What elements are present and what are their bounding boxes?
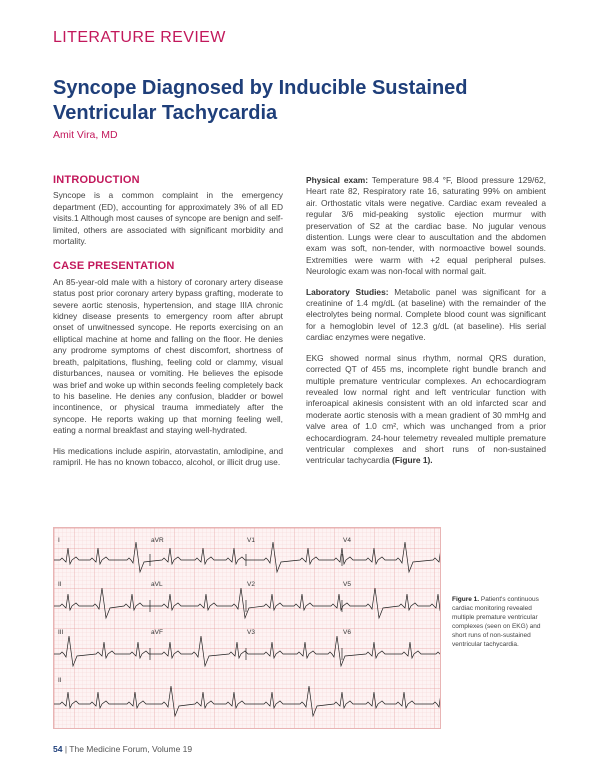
lab-studies-text: Metabolic panel was significant for a creatinine of 1.4 mg/dL (at baseline) with the remainder of the electrolytes being normal. Complete blood count was significant for a hemoglobin level of 12.3 g/dL (at baseline). His serial cardiac enzymes were negative. — [306, 286, 546, 343]
lead-label: aVR — [151, 537, 164, 544]
page-footer — [53, 744, 192, 754]
figure-caption-text: Patient's continuous cardiac monitoring revealed multiple premature ventricular complexes (seen on EKG) and short runs of non-sustained ventricular tachycardia. — [452, 596, 541, 648]
physical-exam-paragraph — [306, 175, 546, 278]
lead-label: V2 — [247, 581, 255, 588]
case-presentation-heading: CASE PRESENTATION — [53, 260, 175, 273]
lead-label: II — [58, 677, 62, 684]
lab-studies-label: Laboratory Studies: — [306, 286, 389, 297]
introduction-paragraph: Syncope is a common complaint in the emergency department (ED), accounting for approximately 3% of all ED visits.1 Although most causes of syncope are benign and self-limited, others are associated with significant morbidity and mortality. — [53, 190, 283, 247]
ekg-paragraph — [306, 353, 546, 467]
ekg-text: EKG showed normal sinus rhythm, normal QRS duration, corrected QT of 455 ms, incomplete right bundle branch and multiple premature ventricular complexes. An echocardiogram revealed low normal right and left ventricular function with inferoapical akinesis consistent with an old infarcted scar and moderate aortic stenosis with a mean gradient of 30 mmHg and valve area of 1.0 cm², which was unchanged from a prior echocardiogram. 24-hour telemetry revealed multiple premature ventricular complexes and short runs of non-sustained ventricular tachycardia — [306, 352, 546, 466]
lead-label: V1 — [247, 537, 255, 544]
page-number: 54 — [53, 744, 63, 754]
ecg-figure — [53, 527, 441, 729]
lead-label: V4 — [343, 537, 351, 544]
lead-label: V5 — [343, 581, 351, 588]
lead-label: I — [58, 537, 60, 544]
right-column — [306, 175, 546, 476]
footer-separator: | — [64, 744, 68, 754]
ecg-grid — [54, 528, 440, 728]
lead-label: V3 — [247, 629, 255, 636]
figure-caption — [452, 595, 552, 649]
lead-label: V6 — [343, 629, 351, 636]
physical-exam-label: Physical exam: — [306, 175, 369, 185]
left-column — [53, 175, 283, 477]
author-name: Amit Vira, MD — [53, 129, 118, 141]
case-paragraph-2: His medications include aspirin, atorvastatin, amlodipine, and ramipril. He has no known tobacco, alcohol, or illicit drug use. — [53, 445, 283, 467]
section-label: LITERATURE REVIEW — [53, 29, 226, 46]
lead-label: II — [58, 581, 62, 588]
figure-caption-label: Figure 1. — [452, 596, 480, 603]
lead-label: III — [58, 629, 64, 636]
lead-label: aVL — [151, 581, 163, 588]
article-title: Syncope Diagnosed by Inducible Sustained Ventricular Tachycardia — [53, 77, 468, 124]
lead-label: aVF — [151, 629, 163, 636]
lab-studies-paragraph — [306, 287, 546, 344]
case-paragraph-1: An 85-year-old male with a history of coronary artery disease status post prior coronary artery bypass grafting, moderate to severe aortic stenosis, hypertension, and stage IIIA chronic kidney disease presents to emergency room after abrupt onset of unwitnessed syncope. He reports exercising on an elliptical machine at home and falling on the floor. He denies any prodrome symptoms of chest discomfort, shortness of breath, palpitations, flushing, feeling cold or clammy, visual disturbances, nausea or vomiting. He believes the episode was brief and woke up within seconds feeling completely back to his baseline. He denies any confusion, bladder or bowel incontinence, or physical trauma immediately after the syncope. He reports waking up that morning feeling well, eating a normal breakfast and staying well-hydrated. — [53, 276, 283, 436]
physical-exam-text: Temperature 98.4 °F, Blood pressure 129/62, Heart rate 82, Respiratory rate 16, saturating 99% on ambient air. Orthostatic vitals were negative. Cardiac exam revealed a regular 3/6 mid-peaking systolic ejection murmur with preservation of S2 at the cardiac base. No jugular venous distention. Lungs were clear to auscultation and the abdomen exam was soft, non-tender, with normoactive bowel sounds. Extremities were warm with +2 equal peripheral pulses. Neurologic exam was non-focal with normal gait. — [306, 175, 546, 277]
figure-reference: (Figure 1). — [392, 455, 433, 466]
journal-name: The Medicine Forum, Volume 19 — [69, 744, 193, 754]
introduction-heading: INTRODUCTION — [53, 174, 140, 186]
